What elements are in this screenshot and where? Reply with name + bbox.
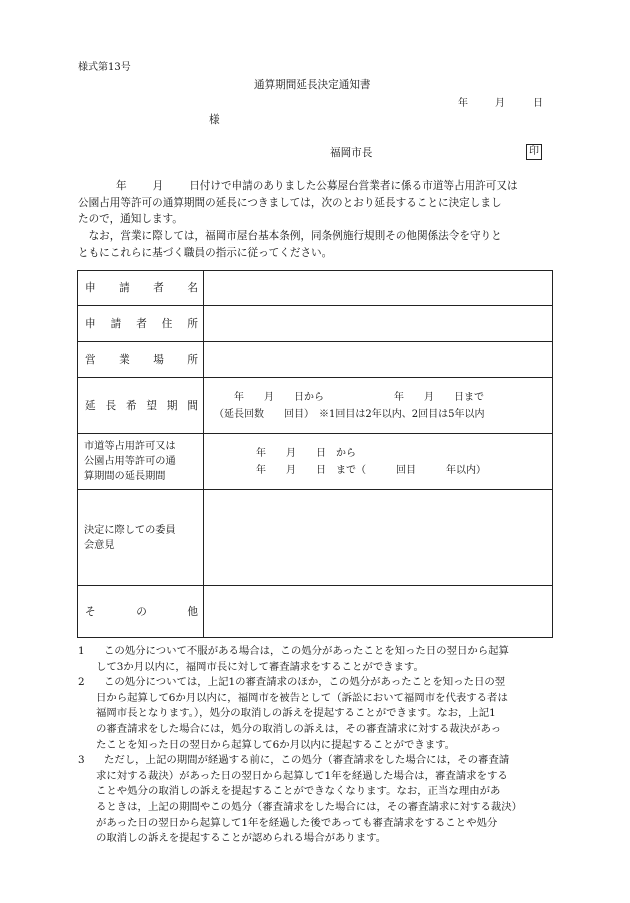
label-applicant-address: 申 請 者 住 所 — [85, 317, 198, 330]
label-applicant-name: 申 請 者 名 — [85, 282, 198, 294]
date-day: 日 — [533, 98, 543, 109]
note-item-3: 3 ただし，上記の期間が経過する前に，この処分（審査請求をした場合には，その審査請 求に対する裁決）があった日の翌日から起算して1年を経過した場合は，審査請求をする ことや処分の取消しの訴えを提起することができなくなります。なお，正当な理由があ るときは，上記の期間やこの処分（審査請求をした場合には，その審査請求に対する裁決） があった日の翌日から起算して1年を経過した後であっても審査請求をすることや処分 の取消しの訴えを提起することが認められる場合があります。 — [78, 754, 523, 845]
row-business-place — [78, 342, 553, 378]
row-other — [78, 586, 553, 638]
permit-period-line-2: 年 月 日 まで（ 回目 年以内） — [256, 464, 486, 476]
row-committee-opinion — [78, 490, 553, 586]
form-number: 様式第13号 — [78, 62, 131, 73]
intro-year: 年 — [116, 180, 127, 192]
intro-line-2: 公園占用等許可の通算期間の延長につきましては，次のとおり延長することに決定しまし — [78, 196, 502, 209]
row-permit-period — [78, 434, 553, 490]
row-applicant-name — [78, 271, 553, 306]
note-item-1: 1 この処分について不服がある場合は，この処分があったことを知った日の翌日から起算 して3か月以内に，福岡市長に対して審査請求をすることができます。 — [78, 645, 509, 673]
intro-text — [78, 178, 558, 262]
extension-period-line-1: 年 月 日から 年 月 日まで — [224, 391, 484, 403]
label-business-place: 営 業 場 所 — [85, 353, 198, 366]
label-other: そ の 他 — [85, 605, 198, 618]
value-extension-period[interactable] — [204, 389, 552, 423]
value-business-place[interactable] — [204, 342, 553, 378]
value-permit-period[interactable] — [204, 445, 552, 479]
permit-period-line-1: 年 月 日 から — [256, 447, 356, 459]
row-extension-period — [78, 378, 553, 434]
application-table — [77, 270, 553, 638]
label-permit-period: 市道等占用許可又は 公園占用等許可の通 算期間の延長期間 — [84, 441, 176, 482]
label-committee-opinion: 決定に際しての委員 会意見 — [84, 524, 176, 551]
label-extension-period: 延 長 希 望 期 間 — [85, 399, 198, 412]
row-applicant-address — [78, 306, 553, 342]
document-title: 通算期間延長決定通知書 — [254, 79, 371, 91]
note-item-2: 2 この処分については，上記1の審査請求のほか，この処分があったことを知った日の翌 日から起算して6か月以内に，福岡市を被告として（訴訟において福岡市を代表する者は 福岡市長となります。），処分の取消しの訴えを提起することができます。なお，上記1 の審査請求をした場合には，処分の取消しの訴えは，その審査請求に対する裁決があっ たことを知った日の翌日から起算して6か月以内に提起することができます。 — [78, 676, 508, 751]
value-committee-opinion[interactable] — [204, 490, 553, 586]
value-applicant-name[interactable] — [204, 271, 553, 306]
extension-period-line-2: （延長回数 回目） ※1回目は2年以内、2回目は5年以内 — [214, 408, 485, 420]
intro-line-4: なお，営業に際しては，福岡市屋台基本条例，同条例施行規則その他関係法令を守りと — [78, 230, 502, 243]
intro-month: 月 — [152, 180, 164, 192]
intro-line-1-text: 日付けで申請のありました公募屋台営業者に係る市道等占用許可又は — [189, 180, 518, 192]
value-applicant-address[interactable] — [204, 306, 553, 342]
addressee-suffix: 様 — [209, 114, 220, 126]
issuer-name: 福岡市長 — [330, 147, 373, 159]
intro-line-3: たので，通知します。 — [78, 213, 183, 226]
seal-mark: 印 — [526, 144, 542, 160]
value-other[interactable] — [204, 586, 553, 638]
legal-notes — [78, 644, 556, 847]
intro-line-5: ともにこれらに基づく職員の指示に従ってください。 — [78, 246, 333, 259]
date-month: 月 — [495, 98, 505, 109]
date-year: 年 — [458, 98, 468, 109]
intro-line-1 — [78, 178, 558, 195]
